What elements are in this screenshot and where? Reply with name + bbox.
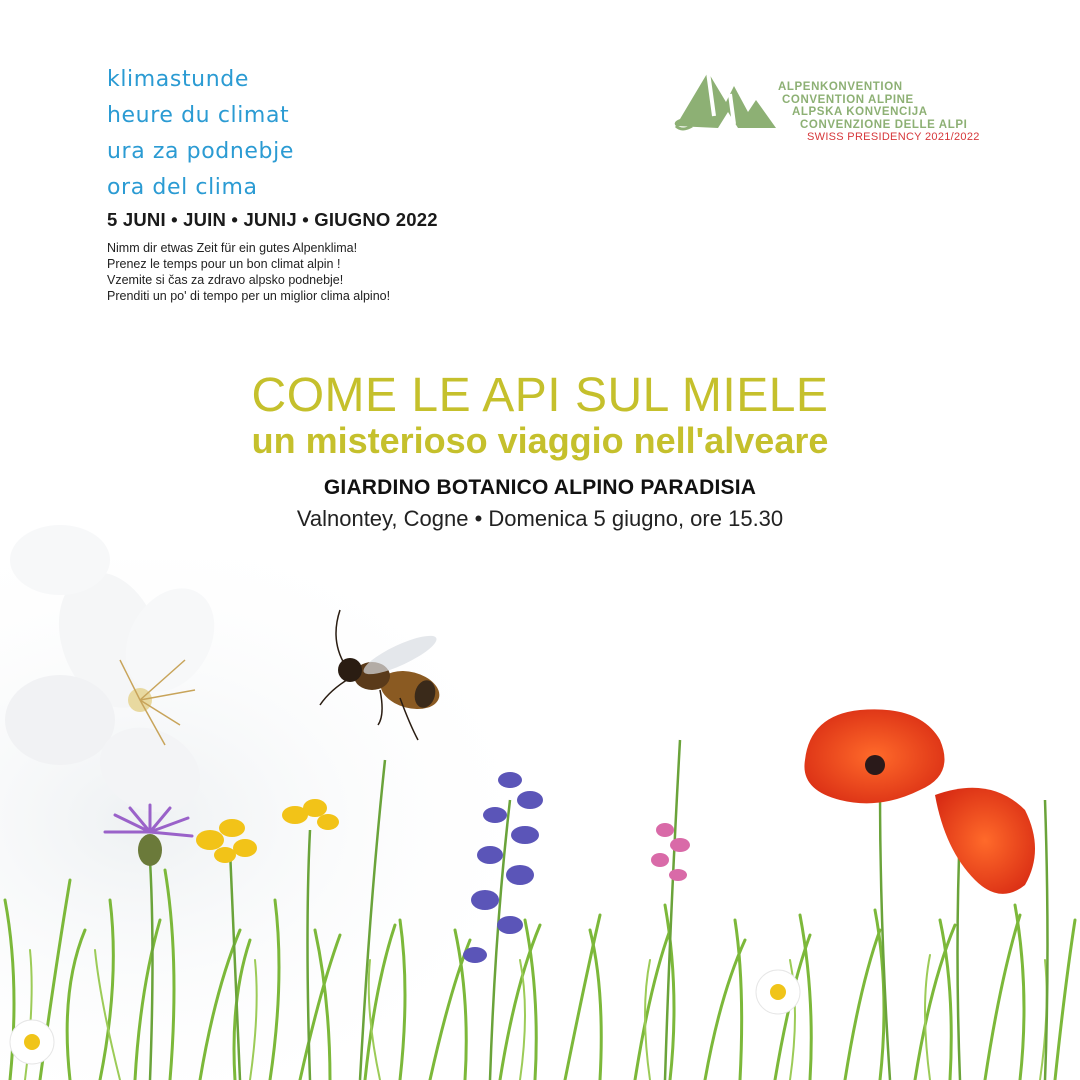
logo-line-fr: CONVENTION ALPINE <box>782 93 914 106</box>
event-subtitle: un misterioso viaggio nell'alveare <box>251 420 829 461</box>
logo-line-it: CONVENZIONE DELLE ALPI <box>800 118 968 131</box>
mountain-logo-icon <box>668 64 778 144</box>
event-title: COME LE API SUL MIELE <box>251 369 829 422</box>
tagline-it: Prenditi un po' di tempo per un miglior clima alpino! <box>107 289 391 303</box>
climate-hour-lines <box>107 62 294 206</box>
logo-line-de: ALPENKONVENTION <box>778 81 903 93</box>
event-date: 5 JUNI • JUIN • JUNIJ • GIUGNO 2022 <box>107 209 438 230</box>
tagline-de: Nimm dir etwas Zeit für ein gutes Alpenklima! <box>107 241 358 255</box>
logo-line-sl: ALPSKA KONVENCIJA <box>792 106 928 118</box>
poppy-icon <box>804 709 1035 894</box>
tagline-sl: Vzemite si čas za zdravo alpsko podnebje! <box>107 273 344 287</box>
alpine-convention-logo <box>668 64 988 144</box>
event-title-block <box>0 368 1080 532</box>
climate-hour-de: klimastunde <box>107 67 249 92</box>
event-detail: Valnontey, Cogne • Domenica 5 giugno, ore 15.30 <box>296 506 784 531</box>
taglines <box>107 240 390 304</box>
event-venue: GIARDINO BOTANICO ALPINO PARADISIA <box>323 476 757 499</box>
climate-hour-sl: ura za podnebje <box>107 139 294 164</box>
climate-hour-fr: heure du climat <box>107 103 290 128</box>
tagline-fr: Prenez le temps pour un bon climat alpin ! <box>107 257 341 271</box>
climate-hour-it: ora del clima <box>107 175 258 200</box>
logo-presidency: SWISS PRESIDENCY 2021/2022 <box>807 131 980 143</box>
